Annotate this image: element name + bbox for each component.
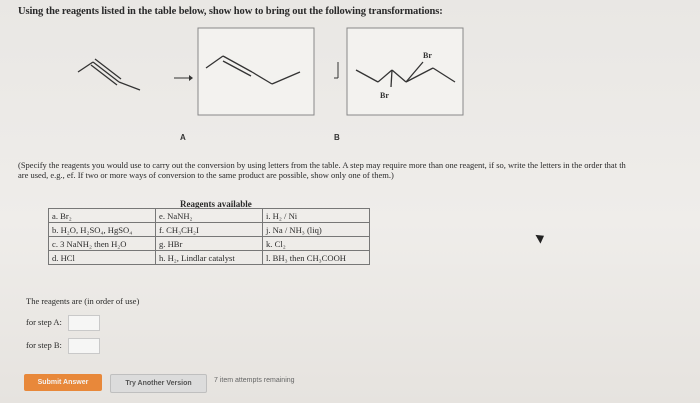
mouse-cursor-icon xyxy=(535,231,546,243)
reagent-j: j. Na / NH₃ (liq) xyxy=(263,223,370,237)
reagent-i: i. H₂ / Ni xyxy=(263,209,370,223)
reagent-k: k. Cl₂ xyxy=(263,237,370,251)
reagent-g: g. HBr xyxy=(156,237,263,251)
table-row xyxy=(49,223,370,237)
step-a-input[interactable] xyxy=(68,315,100,331)
attempts-remaining: 7 item attempts remaining xyxy=(214,377,295,384)
try-another-version-button[interactable]: Try Another Version xyxy=(110,374,207,393)
reagents-table xyxy=(48,208,370,265)
step-a-label: for step A: xyxy=(26,317,62,327)
reagent-h: h. H₂, Lindlar catalyst xyxy=(156,251,263,265)
molecule-alkyne xyxy=(78,59,140,90)
step-b-input[interactable] xyxy=(68,338,100,354)
reagent-e: e. NaNH₂ xyxy=(156,209,263,223)
label-a: A xyxy=(180,133,186,142)
submit-answer-button[interactable]: Submit Answer xyxy=(24,374,102,391)
table-row xyxy=(49,251,370,265)
molecule-box-2 xyxy=(198,28,314,115)
reagents-title: Reagents available xyxy=(180,199,252,209)
reagent-d: d. HCl xyxy=(49,251,156,265)
br-bottom: Br xyxy=(380,91,389,100)
br-top: Br xyxy=(423,51,432,60)
reagent-b: b. H₂O, H₂SO₄, HgSO₄ xyxy=(49,223,156,237)
reaction-scheme xyxy=(0,0,700,160)
answer-intro: The reagents are (in order of use) xyxy=(26,296,140,306)
reagent-l: l. BH₃ then CH₃COOH xyxy=(263,251,370,265)
molecule-box-3 xyxy=(347,28,463,115)
instructions: (Specify the reagents you would use to carry out the conversion by using letters from the table. A step may require more than one reagent, if so, write the letters in the order that th are used, e.g., ef. If two or more ways of conversion to the same product are possible, show only one of them.) xyxy=(18,160,626,180)
reagent-a: a. Br₂ xyxy=(49,209,156,223)
reagent-f: f. CH₃CH₂I xyxy=(156,223,263,237)
question-text: Using the reagents listed in the table below, show how to bring out the following transformations: xyxy=(18,6,443,17)
reagent-c: c. 3 NaNH₂ then H₂O xyxy=(49,237,156,251)
step-b-label: for step B: xyxy=(26,340,62,350)
table-row xyxy=(49,209,370,223)
table-row xyxy=(49,237,370,251)
label-b: B xyxy=(334,133,340,142)
